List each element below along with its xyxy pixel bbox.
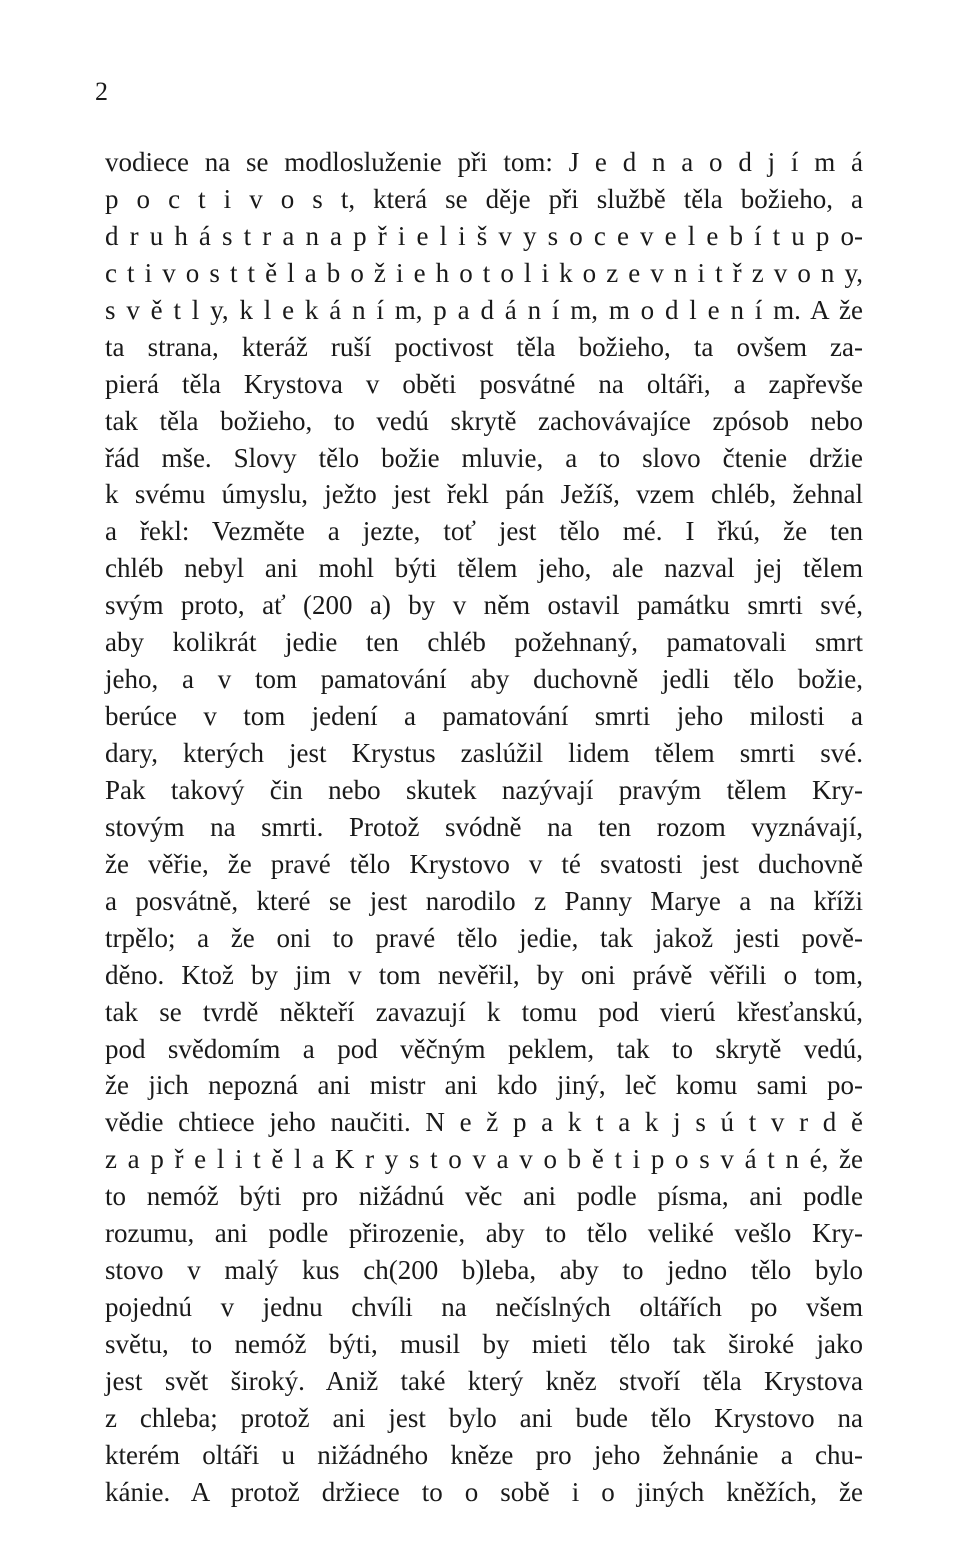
page-number: 2	[95, 77, 108, 106]
text-line: a posvátně, které se jest narodilo z Panny Marye a na kříži	[105, 885, 863, 916]
text-line: tak těla božieho, to vedú skrytě zachovávajíce zpósob nebo	[105, 405, 863, 436]
text-line: svým proto, ať (200 a) by v něm ostavil památku smrti své,	[105, 590, 863, 621]
text-line: s v ě t l y, k l e k á n í m, p a d á n í m, m o d l e n í m. A že	[105, 294, 863, 325]
text-line: světu, to nemóž býti, musil by mieti tělo tak široké jako	[105, 1329, 863, 1359]
text-line: rozumu, ani podle přirozenie, aby to tělo veliké vešlo Kry-	[105, 1218, 863, 1249]
text-line: berúce v tom jedení a pamatování smrti jeho milosti a	[105, 701, 863, 732]
text-line: z a p ř e l i t ě l a K r y s t o v a v o b ě t i p o s v á t n é, že	[105, 1144, 863, 1175]
text-line: řád mše. Slovy tělo božie mluvie, a to slovo čtenie držie	[105, 442, 863, 473]
text-line: pod svědomím a pod věčným peklem, tak to skrytě vedú,	[105, 1033, 863, 1064]
text-line: a řekl: Vezměte a jezte, toť jest tělo mé. I řkú, že ten	[105, 516, 863, 547]
text-line: že věřie, že pravé tělo Krystovo v té svatosti jest duchovně	[105, 848, 863, 879]
text-line: ta strana, kteráž ruší poctivost těla božieho, ta ovšem za-	[105, 331, 863, 362]
text-line: že jich nepozná ani mistr ani kdo jiný, leč komu sami po-	[105, 1070, 863, 1101]
text-line: jest svět široký. Aniž také který kněz stvoří těla Krystova	[105, 1365, 863, 1396]
text-line: chléb nebyl ani mohl býti tělem jeho, ale nazval jej tělem	[105, 553, 863, 584]
text-line: aby kolikrát jedie ten chléb požehnaný, pamatovali smrt	[105, 627, 863, 658]
text-line: Pak takový čin nebo skutek nazývají pravým tělem Kry-	[105, 774, 863, 805]
body-text	[105, 144, 863, 1511]
text-line: kánie. A protož držiece to o sobě i o jiných kněžích, že	[105, 1476, 863, 1507]
text-line: pierá těla Krystova v oběti posvátné na oltáři, a zapřevše	[105, 368, 863, 399]
text-line: jeho, a v tom pamatování aby duchovně jedli tělo božie,	[105, 664, 863, 695]
text-line: trpělo; a že oni to pravé tělo jedie, tak jakož jesti pově-	[105, 922, 863, 953]
text-line: vodiece na se modlosluženie při tom: J e d n a o d j í m á	[105, 147, 863, 177]
text-line: vědie chtiece jeho naučiti. N e ž p a k t a k j s ú t v r d ě	[105, 1107, 863, 1138]
text-line: stovo v malý kus ch(200 b)leba, aby to jedno tělo bylo	[105, 1255, 863, 1286]
text-line: k svému úmyslu, ježto jest řekl pán Ježíš, vzem chléb, žehnal	[105, 479, 863, 510]
text-line: to nemóž býti pro nižádnú věc ani podle písma, ani podle	[105, 1181, 863, 1212]
text-line: dary, kterých jest Krystus zaslúžil lidem tělem smrti své.	[105, 738, 863, 768]
text-line: p o c t i v o s t, která se děje při službě těla božieho, a	[105, 183, 863, 214]
text-line: tak se tvrdě někteří zavazují k tomu pod vierú křesťanskú,	[105, 996, 863, 1027]
text-line: děno. Ktož by jim v tom nevěřil, by oni právě věřili o tom,	[105, 959, 863, 990]
text-line: c t i v o s t t ě l a b o ž i e h o t o l i k o z e v n i t ř z v o n y,	[105, 257, 863, 288]
text-line: z chleba; protož ani jest bylo ani bude tělo Krystovo na	[105, 1402, 863, 1433]
text-line: d r u h á s t r a n a p ř i e l i š v y s o c e v e l e b í t u p o-	[105, 220, 863, 251]
text-line: stovým na smrti. Protož svódně na ten rozom vyznávají,	[105, 811, 863, 842]
text-line: kterém oltáři u nižádného kněze pro jeho žehnánie a chu-	[105, 1439, 863, 1470]
text-line: pojednú v jednu chvíli na nečíslných oltářích po všem	[105, 1292, 863, 1323]
